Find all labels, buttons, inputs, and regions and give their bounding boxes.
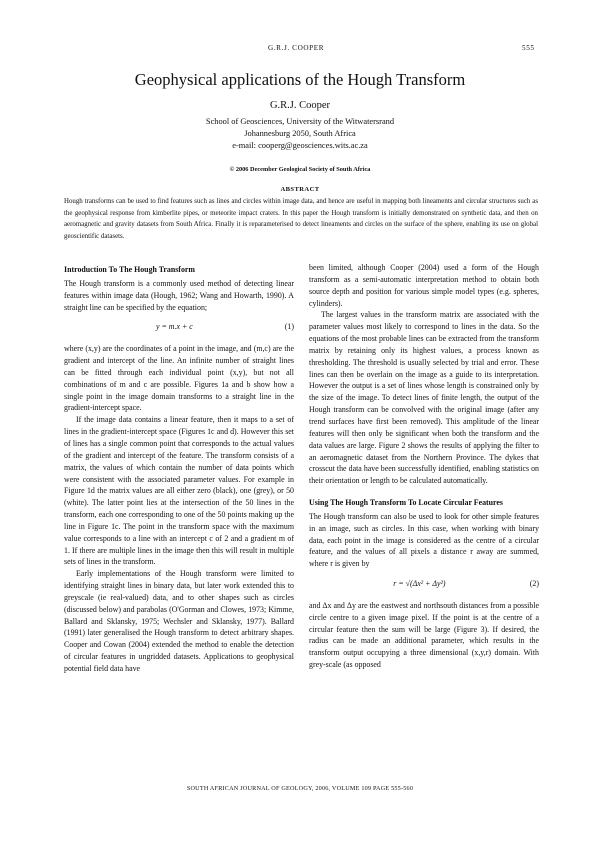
affiliation-line-2: Johannesburg 2050, South Africa [244, 128, 356, 138]
abstract-heading: ABSTRACT [280, 186, 320, 193]
equation-2 [309, 578, 539, 590]
equation-2-expression: r = √(Δx² + Δy²) [393, 579, 446, 589]
paragraph: Early implementations of the Hough transform were limited to identifying straight lines in binary data, but later work extended this to greyscale (ie real-valued) data, and to other shapes such as circles (discussed below) and parabolas (O'Gorman and Clowes, 1973; Kimme, Ballard and Sklansky, 1975; Wechsler and Sklansky, 1977). Ballard (1991) later generalised the Hough transform to detect arbitrary shapes. Cooper and Cowan (2004) extended the method to enable the detection of circular features in ungridded datasets. Applications to geophysical potential field data have [64, 569, 294, 673]
paragraph: The largest values in the transform matrix are associated with the parameter values most likely to correspond to lines in the data. So the equations of the most probable lines can be extracted from the transform matrix by retaining only its highest values, a process known as thresholding. The threshold is usually selected by trial and error. These lines can then be overlain on the image as a guide to its interpretation. However the output is a set of lines whose length is constrained only by the size of the image. To detect lines of finite length, the output of the Hough transform can be convolved with the original image (after any trend surfaces have first been removed). This amplitude of the linear features will then only be significant when both the transform and the data values are large. Figure 2 shows the results of applying the filter to an aeromagnetic dataset from the Northern Province. The dykes that crosscut the data have been successfully identified, enabling statistics on their orientation or length to be calculated automatically. [309, 310, 539, 486]
copyright-notice: © 2006 December Geological Society of South Africa [229, 166, 371, 173]
journal-footer: SOUTH AFRICAN JOURNAL OF GEOLOGY, 2006, VOLUME 109 PAGE 555-560 [186, 785, 414, 792]
paragraph: The Hough transform is a commonly used method of detecting linear features within image data (Hough, 1962; Wang and Howarth, 1990). A straight line can be specified by the equation; [64, 278, 294, 312]
equation-1 [64, 321, 294, 333]
right-column [309, 262, 539, 671]
equation-2-number: (2) [529, 579, 539, 589]
section-heading-circular: Using The Hough Transform To Locate Circular Features [309, 498, 503, 508]
section-heading-intro: Introduction To The Hough Transform [64, 265, 195, 274]
paragraph: been limited, although Cooper (2004) used a form of the Hough transform as a semi-automatic interpretation method to obtain both source depth and position for various simple model types (e.g. spheres, cylinders). [309, 263, 539, 308]
page-number: 555 [522, 44, 535, 52]
abstract-text: Hough transforms can be used to find features such as lines and circles within image data, and hence are useful in mapping both lineaments and circular structures such as the geophysical response from kimberlite pipes, or meteorite impact craters. In this paper the Hough transform is initially demonstrated on synthetic data, and then on aeromagnetic and gravity datasets from South Africa. Finally it is reparameterised to detect lineaments and circles on the surface of the sphere, enabling its use on global geoscientific datasets. [64, 198, 538, 240]
affiliation-email: e-mail: cooperg@geosciences.wits.ac.za [232, 140, 368, 150]
paragraph: If the image data contains a linear feature, then it maps to a set of lines in the gradient-intercept space (Figures 1c and d). However this set of lines has a single common point that corresponds to the actual values of the gradient and intercept of the feature. The transform consists of a matrix, the values of which contain the number of data points which were consistent with the associated parameter values. For example in Figure 1d the matrix values are all either zero (black), one (grey), or 50 (white). The latter point lies at the intersection of the 50 lines in the transform, each one corresponding to one of the 50 points making up the line in Figure 1c. The point in the transform space with the maximum value corresponds to a line with an intercept c of 2 and a gradient m of 1. If there are multiple lines in the image then this will result in multiple sets of lines in the transform. [64, 415, 294, 567]
affiliation-line-1: School of Geosciences, University of the Witwatersrand [205, 117, 395, 126]
paragraph: The Hough transform can also be used to look for other simple features in an image, such as circles. In this case, when working with binary data, each point in the image is considered as the centre of a circular feature, and the values of all pixels a distance r away are summed, where r is given by [309, 511, 539, 569]
paragraph: where (x,y) are the coordinates of a point in the image, and (m,c) are the gradient and intercept of the line. An infinite number of straight lines can be fitted through each individual point (x,y), but not all combinations of m and c are possible. Figures 1a and b show how a single point in the image domain transforms to a straight line in the gradient-intercept space. [64, 344, 294, 413]
equation-1-number: (1) [284, 322, 294, 332]
paper-title: Geophysical applications of the Hough Transform [134, 70, 466, 89]
paragraph: and Δx and Δy are the eastwest and northsouth distances from a possible circle centre to a given image pixel. If the point is at the centre of a circular feature then the sum will be large (Figure 3). If desired, the radius can be made an additional parameter, which results in the transform output occupying a three dimensional (x,y,r) domain. With grey-scale (as opposed [309, 600, 539, 670]
affiliation [0, 116, 600, 152]
equation-1-expression: y = m.x + c [156, 322, 193, 332]
left-column [64, 264, 294, 675]
author-name: G.R.J. Cooper [269, 100, 331, 111]
running-header-author: G.R.J. COOPER [268, 44, 325, 52]
